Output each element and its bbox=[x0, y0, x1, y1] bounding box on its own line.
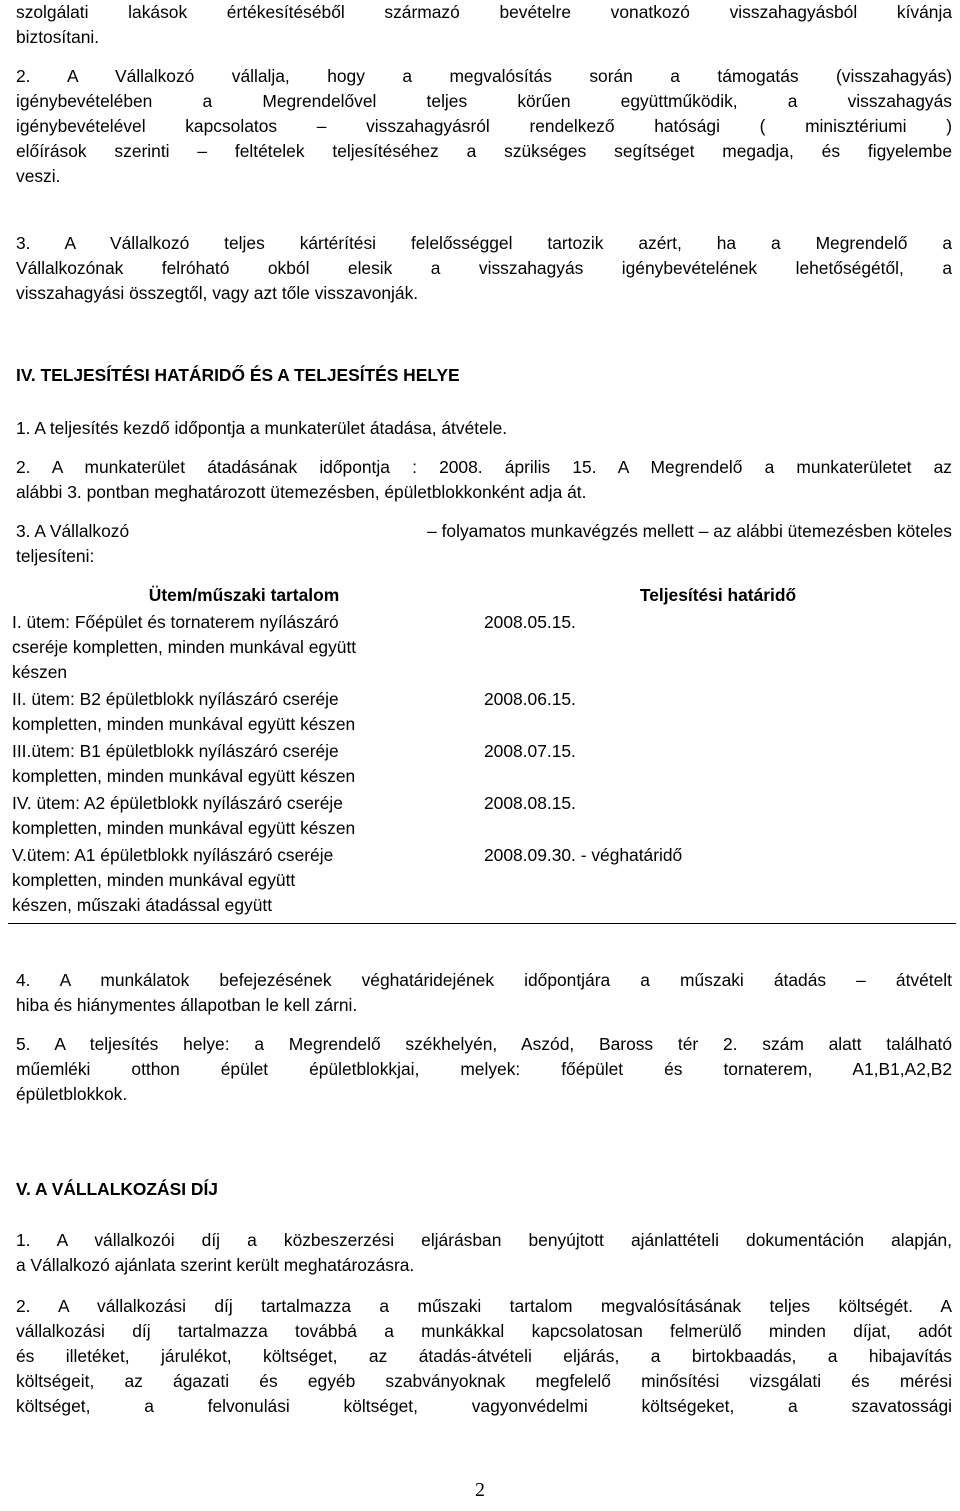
text-line: épületblokkok. bbox=[16, 1084, 128, 1104]
section-iv-item-5 bbox=[16, 1032, 952, 1107]
section-iv-item-2 bbox=[16, 455, 952, 505]
item-3-first-line bbox=[16, 519, 952, 544]
text-line: hiba és hiánymentes állapotban le kell zárni. bbox=[16, 995, 358, 1015]
text-line: 4. A munkálatok befejezésének véghatáridejének időpontjára a műszaki átadás – átvételt bbox=[16, 970, 952, 990]
text-line: 2. A Vállalkozó vállalja, hogy a megvalósítás során a támogatás (visszahagyás) bbox=[16, 66, 952, 86]
column-header-phase: Ütem/műszaki tartalom bbox=[148, 585, 340, 605]
section-iv-item-4 bbox=[16, 968, 952, 1018]
phase-cell bbox=[8, 737, 480, 789]
phase-cell bbox=[8, 789, 480, 841]
text-line: költségeit, az ágazati és egyéb szabványoknak megfelelő minősítési vizsgálati és mérési bbox=[16, 1371, 952, 1391]
table-row bbox=[8, 841, 956, 924]
table-row bbox=[8, 789, 956, 841]
deadline-cell: 2008.07.15. bbox=[484, 741, 576, 761]
section-iv-item-1: 1. A teljesítés kezdő időpontja a munkaterület átadása, átvétele. bbox=[16, 418, 508, 438]
phase-line: készen, műszaki átadással együtt bbox=[12, 895, 273, 915]
text-line: 5. A teljesítés helye: a Megrendelő székhelyén, Aszód, Baross tér 2. szám alatt található bbox=[16, 1034, 952, 1054]
phase-line: IV. ütem: A2 épületblokk nyílászáró cseréje bbox=[12, 793, 343, 813]
phase-cell bbox=[8, 608, 480, 685]
section-v-heading: V. A VÁLLALKOZÁSI DÍJ bbox=[16, 1179, 218, 1199]
text-line: műemléki otthon épület épületblokkjai, melyek: főépület és tornaterem, A1,B1,A2,B2 bbox=[16, 1059, 952, 1079]
column-header-deadline: Teljesítési határidő bbox=[639, 585, 797, 605]
item-3-part-1: 3. A Vállalkozó bbox=[16, 521, 130, 541]
text-line: vállalkozási díj tartalmazza továbbá a munkákkal kapcsolatosan felmerülő minden díjat, adót bbox=[16, 1321, 952, 1341]
text-line: a Vállalkozó ajánlata szerint került meghatározásra. bbox=[16, 1255, 415, 1275]
text-line: visszahagyási összegtől, vagy azt tőle visszavonják. bbox=[16, 283, 419, 303]
phase-line: V.ütem: A1 épületblokk nyílászáró cseréje bbox=[12, 845, 334, 865]
paragraph-2 bbox=[16, 64, 952, 189]
phase-line: III.ütem: B1 épületblokk nyílászáró cseréje bbox=[12, 741, 339, 761]
section-v-item-2 bbox=[16, 1294, 952, 1419]
section-iv-heading: IV. TELJESÍTÉSI HATÁRIDŐ ÉS A TELJESÍTÉS HELYE bbox=[16, 365, 460, 385]
text-line: előírások szerinti – feltételek teljesítéséhez a szükséges segítséget megadja, és figyelembe bbox=[16, 141, 952, 161]
phase-line: II. ütem: B2 épületblokk nyílászáró cseréje bbox=[12, 689, 339, 709]
phase-line: kompletten, minden munkával együtt készen bbox=[12, 766, 356, 786]
text-line: 1. A vállalkozói díj a közbeszerzési eljárásban benyújtott ajánlattételi dokumentáción alapján, bbox=[16, 1230, 952, 1250]
phase-line: kompletten, minden munkával együtt készen bbox=[12, 818, 356, 838]
deadline-cell: 2008.08.15. bbox=[484, 793, 576, 813]
deadline-cell: 2008.06.15. bbox=[484, 689, 576, 709]
phase-line: I. ütem: Főépület és tornaterem nyílászáró bbox=[12, 612, 339, 632]
page-number: 2 bbox=[475, 1479, 485, 1501]
phase-line: cseréje kompletten, minden munkával együtt bbox=[12, 637, 357, 657]
intro-paragraph bbox=[16, 0, 952, 50]
text-line: igénybevételében a Megrendelővel teljes körűen együttműködik, a visszahagyás bbox=[16, 91, 952, 111]
text-line: veszi. bbox=[16, 166, 61, 186]
phase-cell bbox=[8, 685, 480, 737]
text-line: 2. A munkaterület átadásának időpontja : 2008. április 15. A Megrendelő a munkaterületet az bbox=[16, 457, 952, 477]
text-line: és illetéket, járulékot, költséget, az átadás-átvételi eljárás, a birtokbaadás, a hibajavítás bbox=[16, 1346, 952, 1366]
table-row bbox=[8, 737, 956, 789]
table-row bbox=[8, 608, 956, 685]
deadline-cell: 2008.05.15. bbox=[484, 612, 576, 632]
phase-line: kompletten, minden munkával együtt bbox=[12, 870, 296, 890]
section-v-item-1 bbox=[16, 1228, 952, 1278]
schedule-table bbox=[8, 583, 956, 924]
paragraph-3 bbox=[16, 231, 952, 306]
item-3-part-2: – folyamatos munkavégzés mellett – az alábbi ütemezésben köteles bbox=[427, 521, 952, 541]
item-3-second-line: teljesíteni: bbox=[16, 546, 95, 566]
text-line: alábbi 3. pontban meghatározott ütemezésben, épületblokkonként adja át. bbox=[16, 482, 587, 502]
text-line: Vállalkozónak felróható okból elesik a visszahagyás igénybevételének lehetőségétől, a bbox=[16, 258, 952, 278]
text-line: szolgálati lakások értékesítéséből származó bevételre vonatkozó visszahagyásból kívánja bbox=[16, 2, 952, 22]
section-iv-item-3 bbox=[16, 519, 952, 569]
deadline-cell: 2008.09.30. - véghatáridő bbox=[484, 845, 683, 865]
phase-cell bbox=[8, 841, 480, 924]
text-line: 2. A vállalkozási díj tartalmazza a műszaki tartalom megvalósításának teljes költségét. A bbox=[16, 1296, 952, 1316]
text-line: biztosítani. bbox=[16, 27, 100, 47]
phase-line: készen bbox=[12, 662, 68, 682]
text-line: igénybevételével kapcsolatos – visszahagyásról rendelkező hatósági ( minisztériumi ) bbox=[16, 116, 952, 136]
text-line: költséget, a felvonulási költséget, vagyonvédelmi költségeket, a szavatossági bbox=[16, 1396, 952, 1416]
table-header-row bbox=[8, 583, 956, 608]
phase-line: kompletten, minden munkával együtt készen bbox=[12, 714, 356, 734]
table-row bbox=[8, 685, 956, 737]
text-line: 3. A Vállalkozó teljes kártérítési felelősséggel tartozik azért, ha a Megrendelő a bbox=[16, 233, 952, 253]
